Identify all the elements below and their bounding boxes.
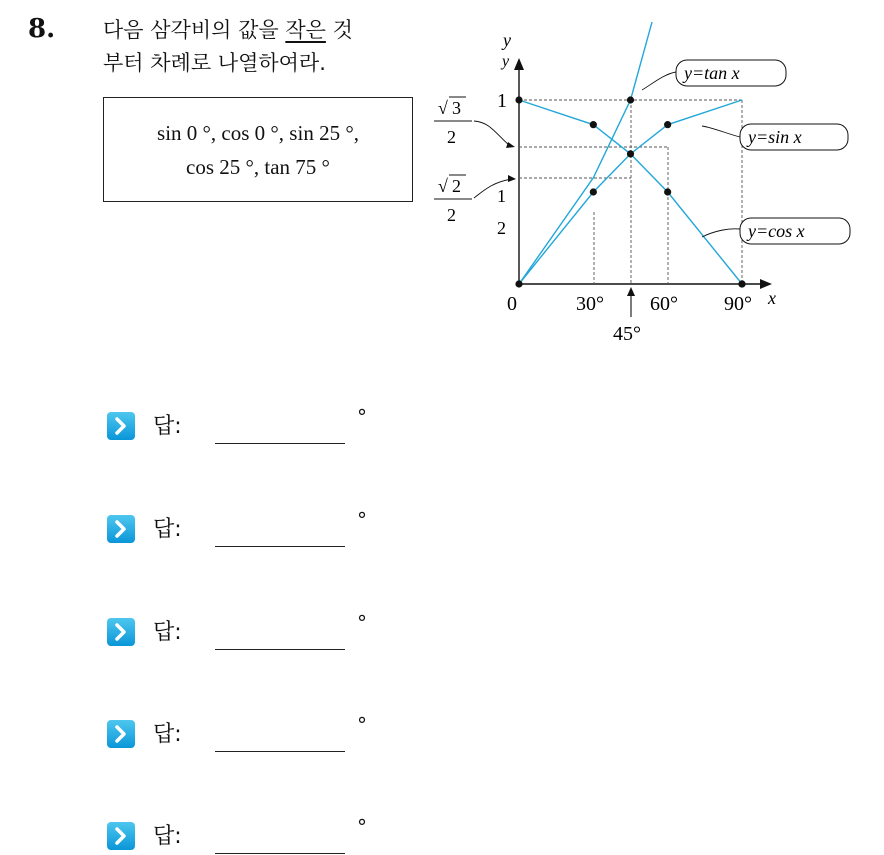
svg-text:2: 2 <box>447 205 456 225</box>
svg-text:3: 3 <box>452 98 461 118</box>
answer-label: 답: <box>153 620 182 645</box>
answer-row-4 <box>107 713 427 753</box>
x-axis-label: x <box>768 288 776 308</box>
cos-point <box>738 280 745 287</box>
answer-row-2 <box>107 508 427 548</box>
x-tick-0: 0 <box>507 293 517 315</box>
y-axis-label: y <box>502 53 510 70</box>
question-line-2: 부터 차례로 나열하여라. <box>103 51 326 75</box>
data-points <box>515 96 745 287</box>
answer-blank[interactable] <box>215 751 345 752</box>
x-tick-45: 45° <box>613 323 641 345</box>
svg-text:√: √ <box>438 176 448 196</box>
x-tick-30: 30° <box>576 293 604 315</box>
svg-text:2: 2 <box>447 127 456 147</box>
question-number: 8. <box>28 14 56 44</box>
answer-label: 답: <box>153 722 182 747</box>
answer-unit: ° <box>357 508 367 532</box>
sqrt3-pointer <box>474 121 510 146</box>
x-tick-60: 60° <box>650 293 678 315</box>
answer-unit: ° <box>357 405 367 429</box>
answer-blank[interactable] <box>215 546 345 547</box>
answer-row-1 <box>107 405 427 445</box>
svg-text:√: √ <box>438 98 448 118</box>
cos-point <box>590 121 597 128</box>
chevron-right-icon <box>107 618 135 646</box>
sqrt2-pointer <box>474 179 512 198</box>
values-box <box>103 97 413 202</box>
sin-point <box>590 188 597 195</box>
svg-text:2: 2 <box>452 176 461 196</box>
values-line-2: cos 25 °, tan 75 ° <box>186 155 330 179</box>
svg-text:2: 2 <box>497 218 506 238</box>
chevron-right-icon <box>107 720 135 748</box>
cos-label: y=cos x <box>748 221 805 241</box>
sin-point <box>664 121 671 128</box>
answer-label: 답: <box>153 414 182 439</box>
answer-blank[interactable] <box>215 853 345 854</box>
answer-row-3 <box>107 611 427 651</box>
sin-label-pointer <box>702 126 740 137</box>
y-tick-half <box>497 186 506 238</box>
sin-label: y=sin x <box>748 127 802 147</box>
cos-point <box>515 96 522 103</box>
answer-label: 답: <box>153 517 182 542</box>
x-tick-90: 90° <box>724 293 752 315</box>
cos-label-pointer <box>702 229 740 237</box>
y-tick-sqrt3-over-2 <box>434 97 472 147</box>
chevron-right-icon <box>107 822 135 850</box>
sin-point <box>515 280 522 287</box>
answer-row-5 <box>107 815 427 855</box>
chevron-right-icon <box>107 515 135 543</box>
answer-blank[interactable] <box>215 649 345 650</box>
cos-point <box>664 188 671 195</box>
trig-graph <box>430 22 805 352</box>
sin-point <box>627 150 634 157</box>
chevron-right-icon <box>107 412 135 440</box>
answer-unit: ° <box>357 815 367 839</box>
tick-45-arrow-head <box>627 287 635 296</box>
y-tick-sqrt2-over-2 <box>434 175 472 225</box>
values-line-1: sin 0 °, cos 0 °, sin 25 °, <box>157 121 359 145</box>
y-axis-arrow <box>514 58 524 70</box>
answer-unit: ° <box>357 611 367 635</box>
tan-label-pointer <box>642 72 676 90</box>
answer-label: 답: <box>153 824 182 849</box>
y-axis-label-top: y <box>503 30 511 50</box>
answer-blank[interactable] <box>215 443 345 444</box>
y-tick-one: 1 <box>497 90 507 112</box>
tan-point <box>627 96 634 103</box>
svg-text:1: 1 <box>497 186 506 206</box>
question-text <box>103 14 353 80</box>
answer-unit: ° <box>357 713 367 737</box>
underlined-word: 작은 <box>285 18 326 42</box>
question-line-1: 다음 삼각비의 값을 작은 것 <box>103 18 353 42</box>
tan-label: y=tan x <box>684 63 740 83</box>
